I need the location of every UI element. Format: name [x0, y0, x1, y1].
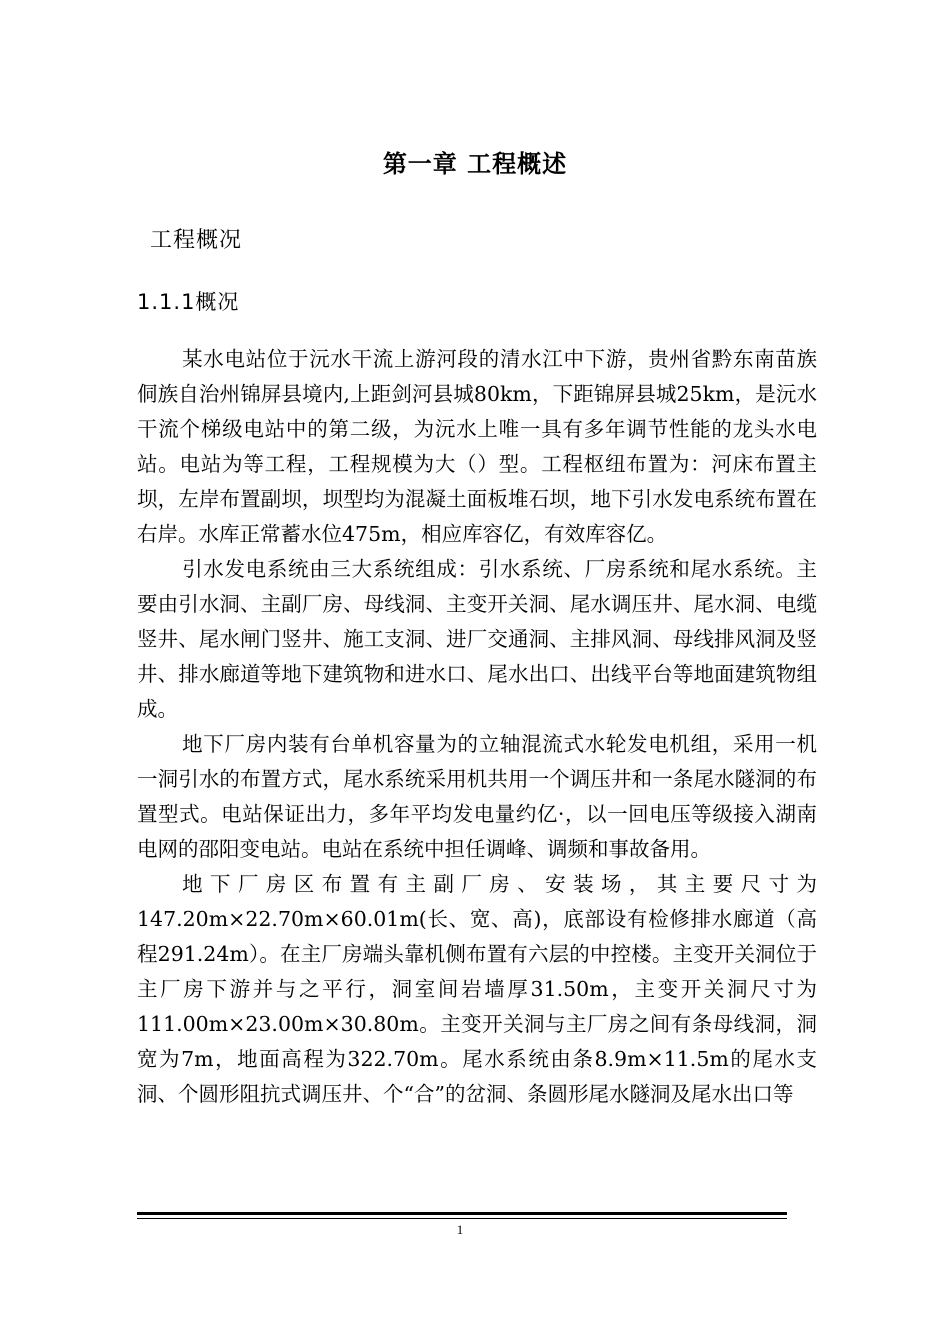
- paragraph: 地下厂房内装有台单机容量为的立轴混流式水轮发电机组，采用一机一洞引水的布置方式，尾水系统采用机共用一个调压井和一条尾水隧洞的布置型式。电站保证出力，多年平均发电量约亿·，以一回电压等级接入湖南电网的邵阳变电站。电站在系统中担任调峰、调频和事故备用。: [137, 732, 817, 861]
- paragraph: 某水电站位于沅水干流上游河段的清水江中下游，贵州省黔东南苗族侗族自治州锦屏县境内,上距剑河县城80km，下距锦屏县城25km，是沅水干流个梯级电站中的第二级，为沅水上唯一具有多年调节性能的龙头水电站。电站为等工程，工程规模为大（）型。工程枢纽布置为：河床布置主坝，左岸布置副坝，坝型均为混凝土面板堆石坝，地下引水发电系统布置在右岸。水库正常蓄水位475m，相应库容亿，有效库容亿。: [137, 347, 817, 546]
- body-text: [137, 342, 817, 1112]
- page-number: 1: [456, 1222, 464, 1237]
- footer-rule: [137, 1212, 787, 1215]
- chapter-title: 第一章 工程概述: [382, 150, 568, 178]
- footer-rule-thin: [137, 1218, 787, 1219]
- section-title: 工程概况: [150, 228, 243, 253]
- paragraph: 地下厂房区布置有主副厂房、安装场，其主要尺寸为147.20m×22.70m×60.01m(长、宽、高)，底部设有检修排水廊道（高程291.24m）。在主厂房端头靠机侧布置有六层的中控楼。主变开关洞位于主厂房下游并与之平行，洞室间岩墙厚31.50m，主变开关洞尺寸为111.00m×23.00m×30.80m。主变开关洞与主厂房之间有条母线洞，洞宽为7m，地面高程为322.70m。尾水系统由条8.9m×11.5m的尾水支洞、个圆形阻抗式调压井、个“合”的岔洞、条圆形尾水隧洞及尾水出口等: [137, 872, 817, 1106]
- paragraph: 引水发电系统由三大系统组成：引水系统、厂房系统和尾水系统。主要由引水洞、主副厂房、母线洞、主变开关洞、尾水调压井、尾水洞、电缆竖井、尾水闸门竖井、施工支洞、进厂交通洞、主排风洞、母线排风洞及竖井、排水廊道等地下建筑物和进水口、尾水出口、出线平台等地面建筑物组成。: [137, 557, 817, 721]
- subsection-title: 1.1.1概况: [137, 290, 240, 314]
